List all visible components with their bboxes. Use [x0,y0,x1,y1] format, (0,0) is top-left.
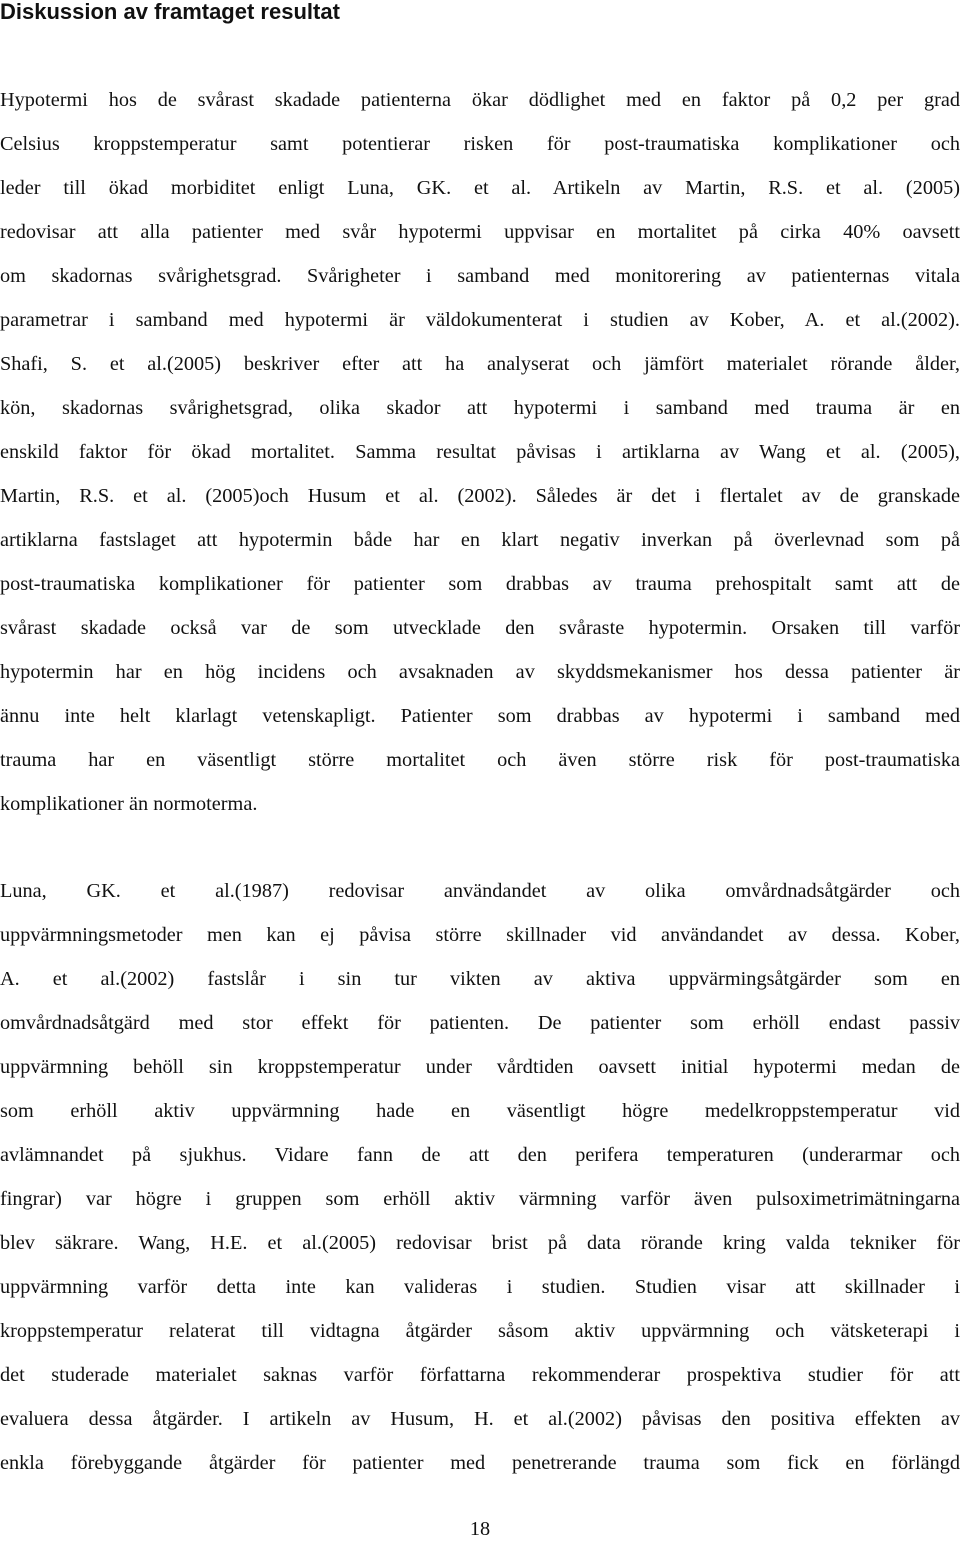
text-line: enkla förebyggande åtgärder för patienter med penetrerande trauma som fick en förlängd [0,1452,960,1474]
text-line: hypotermin har en hög incidens och avsaknaden av skyddsmekanismer hos dessa patienter är [0,661,960,683]
text-line: leder till ökad morbiditet enligt Luna, GK. et al. Artikeln av Martin, R.S. et al. (2005) [0,177,960,199]
text-line: Celsius kroppstemperatur samt potentierar risken för post-traumatiska komplikationer och [0,133,960,155]
text-line: parametrar i samband med hypotermi är väldokumenterat i studien av Kober, A. et al.(2002). [0,309,960,331]
text-line: Luna, GK. et al.(1987) redovisar användandet av olika omvårdnadsåtgärder och [0,880,960,902]
paragraph-hypothermia-mortality [0,78,960,826]
text-line: A. et al.(2002) fastslår i sin tur vikten av aktiva uppvärmingsåtgärder som en [0,968,960,990]
page-number: 18 [469,1518,491,1540]
text-line: kroppstemperatur relaterat till vidtagna åtgärder såsom aktiv uppvärmning och vätsketerapi i [0,1320,960,1342]
text-line: kön, skadornas svårighetsgrad, olika skador att hypotermi i samband med trauma är en [0,397,960,419]
text-line: uppvärmning varför detta inte kan valideras i studien. Studien visar att skillnader i [0,1276,960,1298]
text-line: redovisar att alla patienter med svår hypotermi uppvisar en mortalitet på cirka 40% oavsett [0,221,960,243]
text-line: Martin, R.S. et al. (2005)och Husum et al. (2002). Således är det i flertalet av de granskade [0,485,960,507]
text-line: artiklarna fastslaget att hypotermin både har en klart negativ inverkan på överlevnad som på [0,529,960,551]
section-heading: Diskussion av framtaget resultat [0,0,340,24]
text-line: fingrar) var högre i gruppen som erhöll aktiv värmning varför även pulsoximetrimätningarna [0,1188,960,1210]
text-line: avlämnandet på sjukhus. Vidare fann de att den perifera temperaturen (underarmar och [0,1144,960,1166]
text-line: blev säkrare. Wang, H.E. et al.(2005) redovisar brist på data rörande kring valda tekniker för [0,1232,960,1254]
text-line: om skadornas svårighetsgrad. Svårigheter i samband med monitorering av patienternas vitala [0,265,960,287]
text-line: omvårdnadsåtgärd med stor effekt för patienten. De patienter som erhöll endast passiv [0,1012,960,1034]
text-line: trauma har en väsentligt större mortalitet och även större risk för post-traumatiska [0,749,960,771]
text-line: Shafi, S. et al.(2005) beskriver efter att ha analyserat och jämfört materialet rörande ålder, [0,353,960,375]
text-line: komplikationer än normoterma. [0,793,258,815]
text-line: uppvärmningsmetoder men kan ej påvisa större skillnader vid användandet av dessa. Kober, [0,924,960,946]
text-line: evaluera dessa åtgärder. I artikeln av Husum, H. et al.(2002) påvisas den positiva effekten av [0,1408,960,1430]
text-line: post-traumatiska komplikationer för patienter som drabbas av trauma prehospitalt samt att de [0,573,960,595]
paragraph-warming-measures [0,869,960,1485]
text-line: enskild faktor för ökad mortalitet. Samma resultat påvisas i artiklarna av Wang et al. (2005), [0,441,960,463]
text-line: svårast skadade också var de som utvecklade den svåraste hypotermin. Orsaken till varför [0,617,960,639]
text-line: det studerade materialet saknas varför författarna rekommenderar prospektiva studier för att [0,1364,960,1386]
text-line: som erhöll aktiv uppvärmning hade en väsentligt högre medelkroppstemperatur vid [0,1100,960,1122]
text-line: ännu inte helt klarlagt vetenskapligt. Patienter som drabbas av hypotermi i samband med [0,705,960,727]
text-line: uppvärmning behöll sin kroppstemperatur under vårdtiden oavsett initial hypotermi medan de [0,1056,960,1078]
text-line: Hypotermi hos de svårast skadade patienterna ökar dödlighet med en faktor på 0,2 per grad [0,89,960,111]
